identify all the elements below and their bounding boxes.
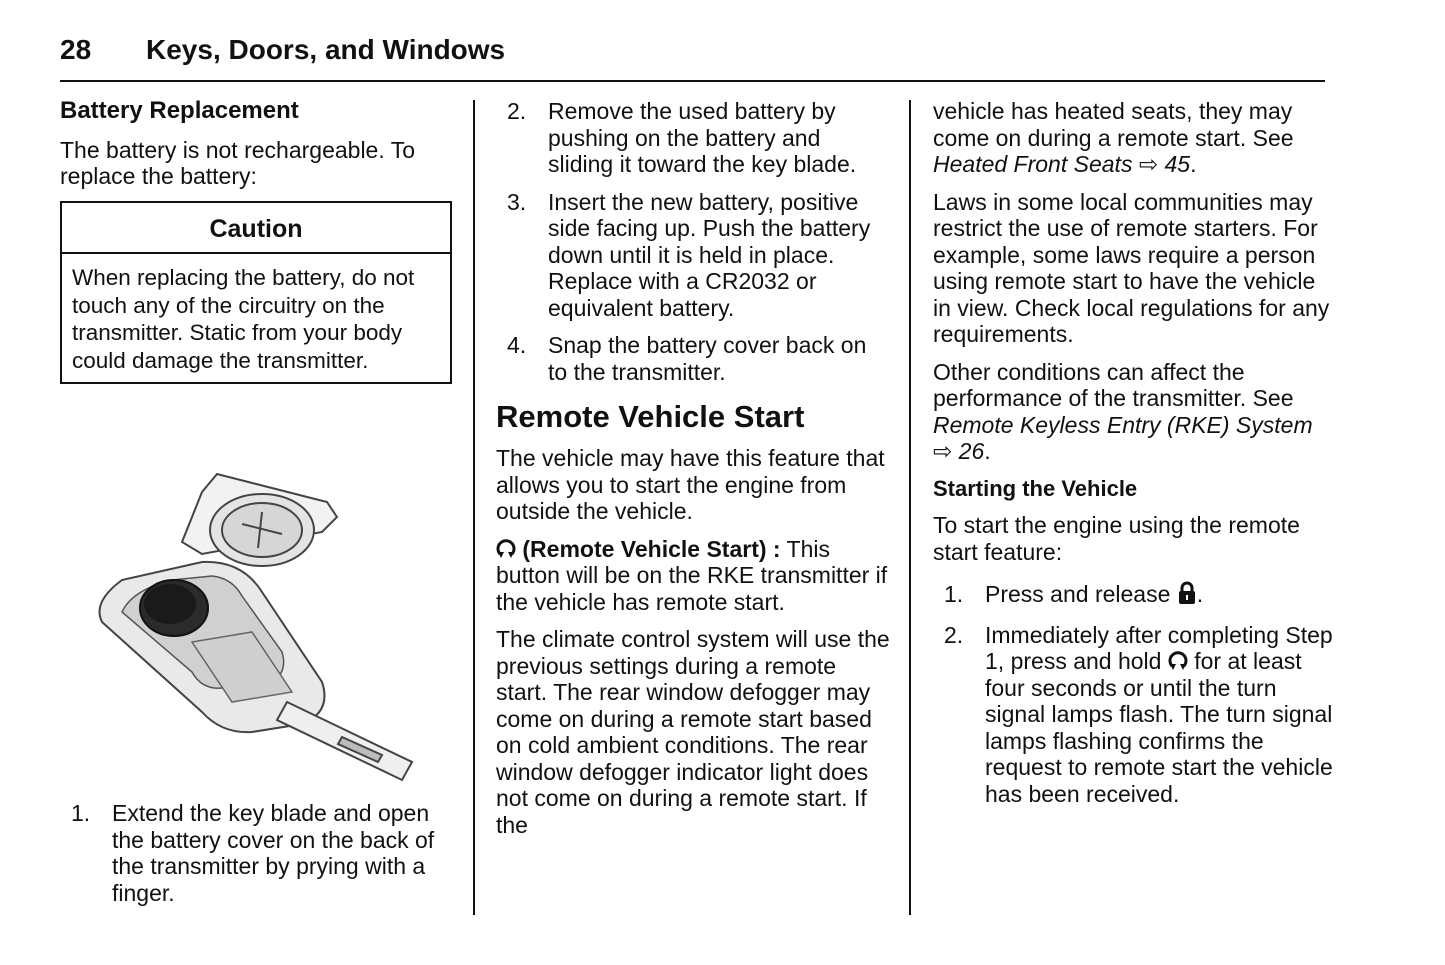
column-2 [496,98,891,849]
start-steps-list [933,581,1333,807]
lock-icon [1177,581,1197,605]
list-item [496,189,891,322]
subheading-starting-vehicle: Starting the Vehicle [933,475,1138,501]
climate-control-paragraph: The climate control system will use the previous settings during a remote start. The rear window defogger may come on during a remote start based on cold ambient conditions. The rear window defogger indicator light does not come on during a remote start. If the [496,626,890,838]
remote-start-icon [1168,650,1188,672]
step-number: 1. [944,581,964,607]
list-item [933,622,1333,808]
step-number: 2. [944,621,964,648]
step-text: Snap the battery cover back on to the transmitter. [548,332,867,385]
step-text-start: Immediately after completing Step 1, press and hold [985,621,1333,674]
caution-box [60,201,452,385]
page-ref-arrow-icon: ⇨ [933,438,953,464]
list-item [496,98,891,178]
battery-steps-list [60,800,452,906]
step-number: 4. [507,332,527,358]
heated-seats-link[interactable]: Heated Front Seats [933,151,1133,177]
step-number: 3. [507,188,527,215]
caution-title: Caution [62,203,450,255]
battery-cover-icon [182,474,337,566]
step-text-end: for at least four seconds or until the turn signal lamps flash. The turn signal lamps flashing confirms the request to remote start the vehicle has been received. [985,648,1333,807]
local-laws-paragraph: Laws in some local communities may restrict the use of remote starters. For example, some laws require a person using remote start to have the vehicle in view. Check local regulations for any requirements. [933,188,1330,347]
battery-intro: The battery is not rechargeable. To replace the battery: [60,136,416,189]
transmitter-conditions-text: Other conditions can affect the performance of the transmitter. See [933,358,1294,411]
step-text: Press and release [985,581,1177,607]
step-text: Extend the key blade and open the battery cover on the back of the transmitter by prying with a finger. [112,800,435,906]
start-engine-intro: To start the engine using the remote start feature: [933,512,1300,565]
rke-system-page[interactable]: 26 [958,438,985,464]
list-item: 1. Press and release . [944,581,1204,607]
column-divider-1 [473,100,475,915]
heated-seats-page[interactable]: 45 [1164,151,1191,177]
page-header [60,34,1325,82]
rke-system-link[interactable]: Remote Keyless Entry (RKE) System [933,411,1313,438]
remote-start-button-label: (Remote Vehicle Start) : [522,535,781,562]
column-3 [933,98,1333,818]
section-heading-remote-start: Remote Vehicle Start [496,399,805,434]
remote-start-icon [496,538,516,560]
column-1 [60,98,452,384]
key-blade-icon [277,702,412,780]
remote-start-button-text: This button will be on the RKE transmitter if the vehicle has remote start. [496,535,888,615]
battery-steps-list-continued [496,98,891,385]
step-number: 2. [507,98,527,124]
list-item [60,800,452,906]
key-fob-battery-illustration [82,462,422,792]
heated-seats-text: vehicle has heated seats, they may come on during a remote start. See [933,98,1294,151]
step-text: Insert the new battery, positive side facing up. Push the battery down until it is held in place. Replace with a CR2032 or equivalent battery. [548,188,871,321]
heated-seats-paragraph: vehicle has heated seats, they may come on during a remote start. See Heated Front Seats ⇨ 45. [933,98,1294,177]
page-title: Keys, Doors, and Windows [146,34,506,65]
step-number: 1. [71,800,91,826]
remote-start-button-description [496,536,891,616]
step-text: Remove the used battery by pushing on the battery and sliding it toward the key blade. [548,98,857,177]
page-ref-arrow-icon: ⇨ [1138,151,1159,177]
list-item [496,332,891,385]
section-heading-battery: Battery Replacement [60,97,299,124]
remote-start-intro: The vehicle may have this feature that allows you to start the engine from outside the vehicle. [496,445,885,524]
page-number: 28 [60,34,92,65]
transmitter-conditions-paragraph: Other conditions can affect the performance of the transmitter. See Remote Keyless Entry (RKE) System ⇨ 26. [933,358,1313,464]
caution-text: When replacing the battery, do not touch any of the circuitry on the transmitter. Static from your body could damage the transmitter. [72,265,415,373]
column-1-steps [60,800,452,917]
column-divider-2 [909,100,911,915]
